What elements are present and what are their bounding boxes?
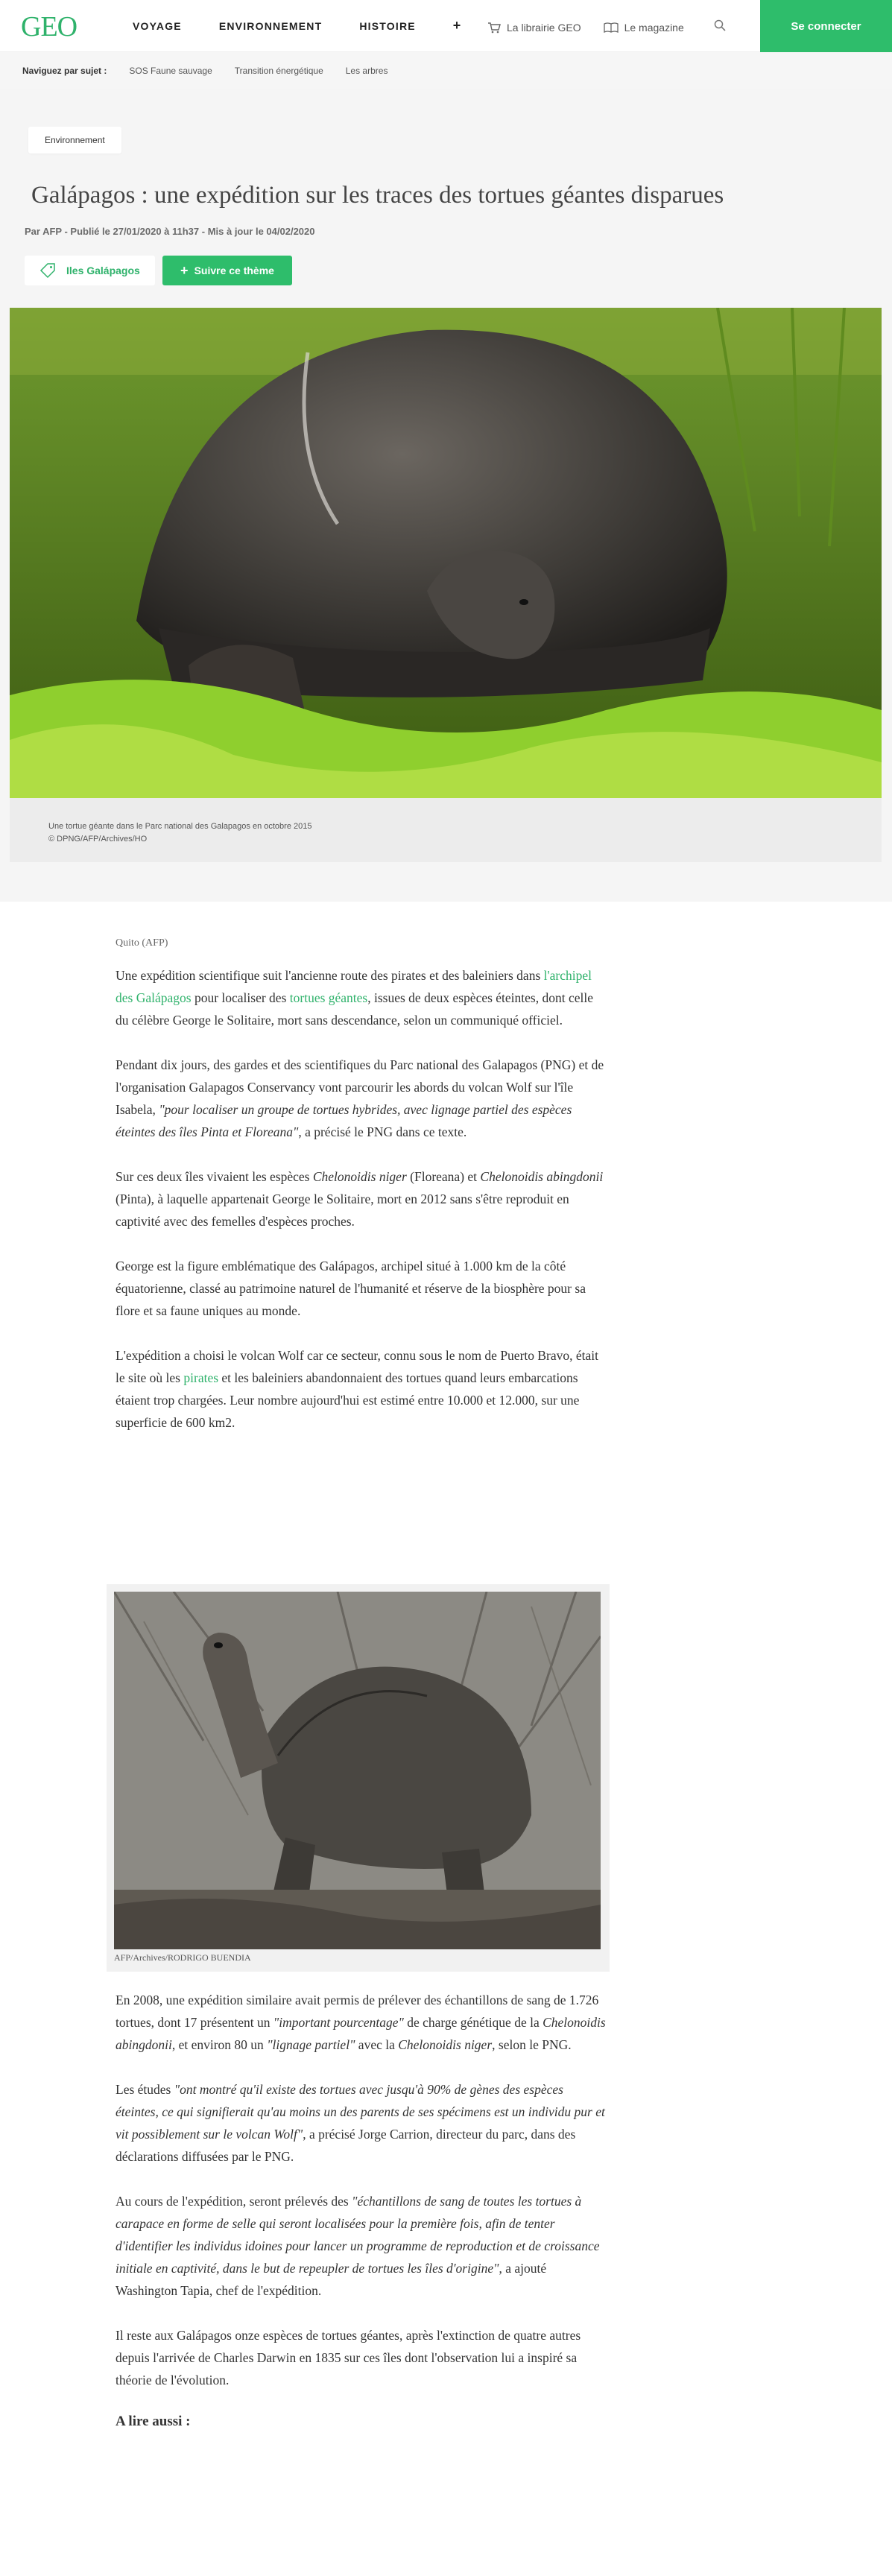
text-run: et les baleiniers abandonnaient des tortues quand leurs embarcations étaient trop chargées. Leur nombre aujourd'hui est estimé entre 10.000 et 12.000, sur une superficie de 600 km2.	[116, 1370, 580, 1430]
hero-image	[10, 308, 882, 798]
tag-icon	[39, 262, 56, 279]
nav-histoire[interactable]: HISTOIRE	[359, 20, 416, 32]
figure-image	[114, 1592, 601, 1949]
paragraph: Il reste aux Galápagos onze espèces de tortues géantes, après l'extinction de quatre autres depuis l'arrivée de Charles Darwin en 1835 sur ces îles dont l'observation lui a inspiré sa théorie de l'évolution.	[116, 2328, 581, 2387]
quote: "lignage partiel"	[267, 2037, 355, 2052]
subject-bar-label: Naviguez par sujet :	[22, 66, 107, 76]
text-run: En 2008, une expédition similaire avait permis de prélever des échantillons de sang de 1.726 tortues, dont 17 présentent un	[116, 1993, 599, 2030]
category-badge[interactable]: Environnement	[28, 127, 121, 154]
article-byline: Par AFP - Publié le 27/01/2020 à 11h37 - Mis à jour le 04/02/2020	[25, 226, 315, 237]
text-run: Pendant dix jours, des gardes et des scientifiques du Parc national des Galapagos (PNG) et de l'organisation Galapagos Conservancy vont parcourir les abords du volcan Wolf sur l'île Isabela,	[116, 1057, 604, 1117]
quote: "ont montré qu'il existe des tortues avec jusqu'à 90% de gènes des espèces éteintes, ce qui signifierait qu'au moins un des parents de ses spécimens est un individu pur et vit possiblement sur le volcan Wolf"	[116, 2082, 605, 2142]
tag-label: Iles Galápagos	[66, 265, 140, 276]
paragraph	[116, 1989, 607, 2056]
plus-icon: +	[180, 262, 189, 278]
text-run: Au cours de l'expédition, seront prélevés des	[116, 2194, 352, 2209]
header-tools	[487, 19, 726, 35]
librairie-label: La librairie GEO	[507, 21, 581, 34]
link-pirates[interactable]: pirates	[183, 1370, 219, 1385]
article-body	[116, 937, 607, 1456]
paragraph	[116, 964, 607, 1031]
text-run: , issues de deux espèces éteintes, dont celle du célèbre George le Solitaire, mort sans descendance, selon un communiqué officiel.	[116, 990, 593, 1028]
article-body-continued	[116, 1989, 607, 2430]
text-run: de charge génétique de la	[403, 2015, 543, 2030]
text-run: , a précisé Jorge Carrion, directeur du parc, dans des déclarations diffusées par le PNG.	[116, 2127, 576, 2164]
subject-link[interactable]: Les arbres	[345, 66, 388, 76]
paragraph: George est la figure emblématique des Galápagos, archipel situé à 1.000 km de la côté équatorienne, classé au patrimoine naturel de l'humanité et réserve de la biosphère pour sa flore et sa faune uniques au monde.	[116, 1259, 586, 1318]
text-run: , et environ 80 un	[171, 2037, 268, 2052]
geo-logo[interactable]: GEO	[21, 11, 78, 42]
paragraph	[116, 1344, 607, 1434]
connect-button[interactable]: Se connecter	[760, 0, 892, 52]
text-run: L'expédition a choisi le volcan Wolf car ce secteur, connu sous le nom de Puerto Bravo, était le site où les	[116, 1348, 599, 1385]
link-archipel[interactable]: l'archipel des Galápagos	[116, 968, 592, 1005]
search-button[interactable]	[714, 19, 726, 35]
hero-caption-text: Une tortue géante dans le Parc national des Galapagos en octobre 2015	[48, 822, 312, 831]
hero-caption	[10, 798, 882, 862]
dateline: Quito (AFP)	[116, 937, 168, 949]
magazine-label: Le magazine	[624, 21, 684, 34]
quote: "pour localiser un groupe de tortues hybrides, avec lignage partiel des espèces éteintes des îles Pinta et Floreana"	[116, 1102, 572, 1139]
tortoise-photo-2	[114, 1592, 601, 1949]
follow-label: Suivre ce thème	[194, 265, 274, 276]
top-header	[0, 0, 892, 52]
hero-credit: © DPNG/AFP/Archives/HO	[48, 835, 148, 844]
paragraph	[116, 1054, 607, 1143]
read-also-heading: A lire aussi :	[116, 2414, 191, 2429]
tag-chip[interactable]	[25, 256, 155, 285]
text-run: pour localiser des	[191, 990, 290, 1005]
figure-credit: AFP/Archives/RODRIGO BUENDIA	[114, 1952, 251, 1963]
text-run: Les études	[116, 2082, 174, 2097]
search-icon	[714, 19, 726, 31]
tortoise-photo	[10, 308, 882, 798]
main-nav	[133, 20, 499, 34]
subject-bar	[0, 52, 892, 89]
book-icon	[604, 22, 619, 33]
text-run: , a ajouté Washington Tapia, chef de l'expédition.	[116, 2261, 547, 2298]
text-run: Une expédition scientifique suit l'ancienne route des pirates et des baleiniers dans	[116, 968, 544, 983]
text-run: (Floreana) et	[406, 1169, 481, 1184]
magazine-link[interactable]	[604, 22, 684, 34]
quote: "échantillons de sang de toutes les tortues à carapace en forme de selle qui seront localisées pour la première fois, afin de tenter d'identifier les individus idoines pour lancer un programme de reproduction et de croissance initiale en captivité, dans le but de repeupler de tortues les îles d'origine"	[116, 2194, 600, 2276]
species-name: Chelonoidis abingdonii	[480, 1169, 604, 1184]
nav-voyage[interactable]: VOYAGE	[133, 20, 182, 32]
follow-theme-button[interactable]	[162, 256, 292, 285]
species-name: Chelonoidis niger	[312, 1169, 407, 1184]
species-name: Chelonoidis abingdonii	[116, 2015, 606, 2052]
paragraph	[116, 2078, 607, 2168]
subject-link[interactable]: SOS Faune sauvage	[129, 66, 212, 76]
text-run: , selon le PNG.	[492, 2037, 572, 2052]
link-tortues[interactable]: tortues géantes	[289, 990, 368, 1005]
text-run: avec la	[355, 2037, 399, 2052]
text-run: (Pinta), à laquelle appartenait George le Solitaire, mort en 2012 sans s'être reproduit en captivité avec des femelles d'espèces proches.	[116, 1192, 569, 1229]
paragraph	[116, 2190, 607, 2302]
librairie-link[interactable]	[487, 22, 581, 34]
species-name: Chelonoidis niger	[398, 2037, 493, 2052]
article-figure	[107, 1584, 610, 1972]
nav-environnement[interactable]: ENVIRONNEMENT	[218, 20, 323, 32]
cart-icon	[487, 22, 501, 34]
paragraph	[116, 1165, 607, 1232]
article-title: Galápagos : une expédition sur les traces des tortues géantes disparues	[31, 182, 724, 209]
nav-more-button[interactable]: +	[452, 18, 462, 33]
text-run: Sur ces deux îles vivaient les espèces	[116, 1169, 313, 1184]
quote: "important pourcentage"	[273, 2015, 404, 2030]
subject-link[interactable]: Transition énergétique	[234, 66, 323, 76]
text-run: , a précisé le PNG dans ce texte.	[298, 1124, 467, 1139]
